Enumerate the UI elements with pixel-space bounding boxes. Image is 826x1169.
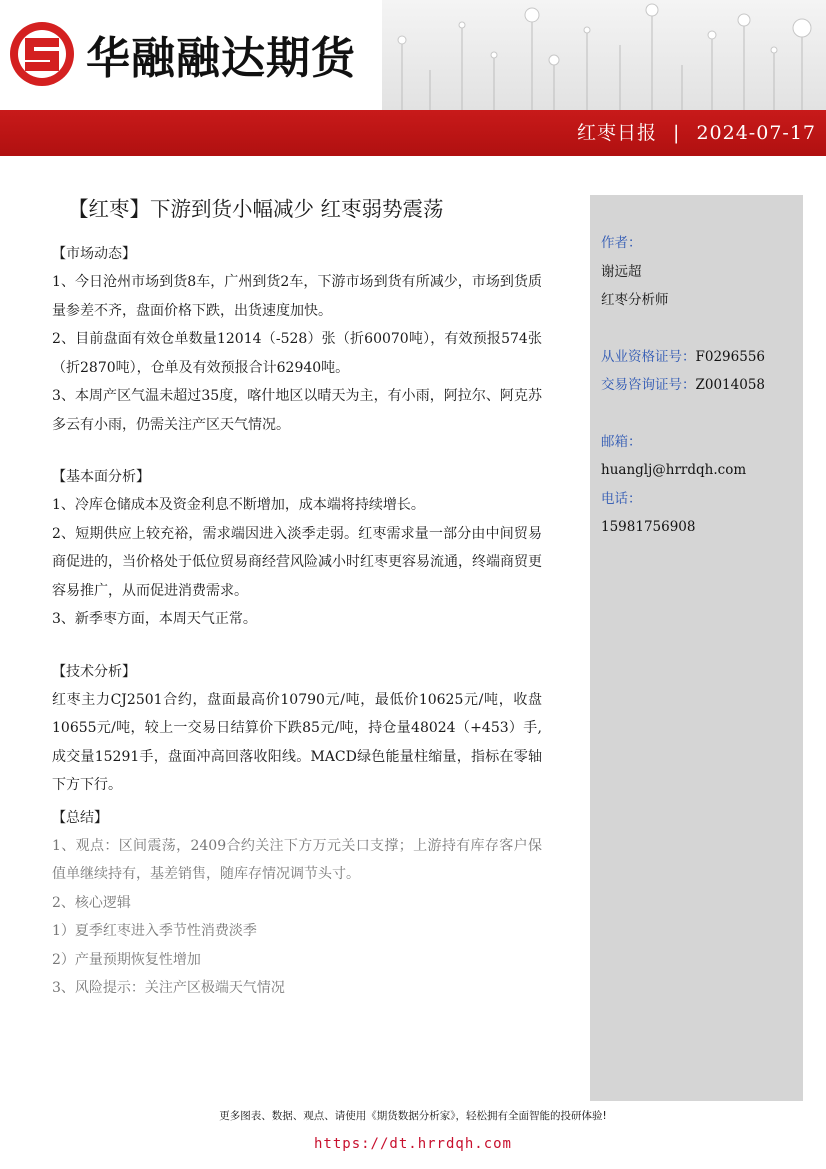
author-name: 谢远超 — [601, 263, 642, 280]
paragraph: 3、风险提示：关注产区极端天气情况 — [52, 980, 285, 996]
consult-number: Z0014058 — [695, 377, 766, 393]
company-logo — [8, 18, 356, 90]
author-sidebar — [590, 195, 803, 1101]
paragraph: 红枣主力CJ2501合约，盘面最高价10790元/吨，最低价10625元/吨，收盘10655元/吨，较上一交易日结算价下跌85元/吨，持仓量48024（+453）手,成交量15291手，盘面冲高回落收阳线。MACD绿色能量柱缩量，指标在零轴下方下行。 — [52, 691, 542, 793]
section-heading: 【基本面分析】 — [52, 469, 150, 485]
paragraph: 2、目前盘面有效仓单数量12014（-528）张（折60070吨），有效预报574张（折2870吨），仓单及有效预报合计62940吨。 — [52, 331, 542, 376]
footer-note: 更多图表、数据、观点、请使用《期货数据分析家》，轻松拥有全面智能的投研体验! — [219, 1110, 607, 1122]
section-fundamental — [52, 463, 542, 634]
brand-logo-icon — [8, 20, 76, 88]
report-date: 2024-07-17 — [696, 122, 816, 144]
header-decoration — [382, 0, 826, 110]
consult-line — [601, 371, 803, 400]
paragraph: 2、核心逻辑 — [52, 894, 131, 911]
author-title: 红枣分析师 — [601, 292, 669, 308]
paragraph: 1、今日沧州市场到货8车，广州到货2车，下游市场到货有所减少，市场到货质量参差不齐，盘面价格下跌，出货速度加快。 — [52, 274, 542, 319]
section-market — [52, 240, 542, 439]
paragraph: 3、新季枣方面，本周天气正常。 — [52, 611, 257, 627]
paragraph: 3、本周产区气温未超过35度，喀什地区以晴天为主，有小雨，阿拉尔、阿克苏多云有小雨，仍需关注产区天气情况。 — [52, 388, 542, 433]
footer-link[interactable]: https://dt.hrrdqh.com — [313, 1136, 512, 1152]
section-heading: 【市场动态】 — [52, 246, 136, 262]
phone-value: 15981756908 — [601, 519, 696, 535]
report-title — [577, 110, 816, 156]
qualification-label: 从业资格证号： — [601, 348, 696, 365]
author-label: 作者： — [601, 235, 642, 251]
email-label: 邮箱： — [601, 433, 642, 450]
consult-label: 交易咨询证号： — [601, 377, 696, 393]
report-headline: 【红枣】下游到货小幅减少 红枣弱势震荡 — [68, 197, 444, 221]
section-summary — [52, 804, 542, 1003]
paragraph: 1）夏季红枣进入季节性消费淡季 — [52, 923, 257, 939]
email-value[interactable]: huanglj@hrrdqh.com — [601, 462, 747, 478]
qualification-line — [601, 343, 803, 372]
paragraph: 2、短期供应上较充裕，需求端因进入淡季走弱。红枣需求量一部分由中间贸易商促进的，当价格处于低位贸易商经营风险减小时红枣更容易流通，终端商贸更容易推广，从而促进消费需求。 — [52, 525, 542, 599]
title-separator: | — [673, 122, 681, 144]
report-type: 红枣日报 — [577, 122, 658, 144]
section-heading: 【总结】 — [52, 809, 108, 826]
brand-name: 华融融达期货 — [86, 33, 356, 84]
qualification-number: F0296556 — [695, 348, 765, 365]
paragraph: 2）产量预期恢复性增加 — [52, 951, 201, 968]
phone-label: 电话： — [601, 490, 642, 507]
paragraph: 1、冷库仓储成本及资金利息不断增加，成本端将持续增长。 — [52, 497, 425, 513]
report-body — [52, 190, 542, 1003]
paragraph: 1、观点：区间震荡，2409合约关注下方万元关口支撑；上游持有库存客户保值单继续持有，基差销售，随库存情况调节头寸。 — [52, 837, 542, 882]
report-banner — [0, 110, 826, 156]
section-technical — [52, 658, 542, 800]
section-heading: 【技术分析】 — [52, 663, 136, 680]
